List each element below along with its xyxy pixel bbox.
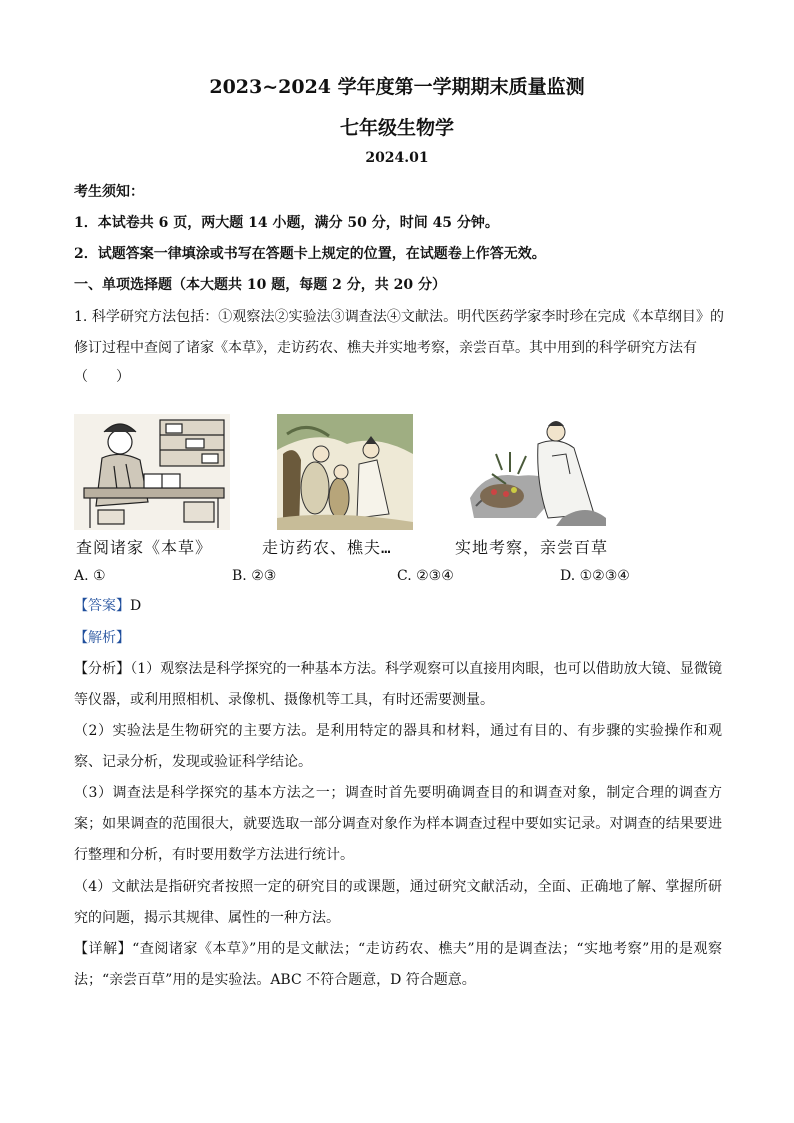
answer-line xyxy=(74,594,141,618)
notice-item-2: 2．试题答案一律填涂或书写在答题卡上规定的位置，在试题卷上作答无效。 xyxy=(74,246,546,262)
analysis-fenxi-label: 【分析】 xyxy=(74,661,131,677)
notice-item-1: 1．本试卷共 6 页，两大题 14 小题，满分 50 分，时间 45 分钟。 xyxy=(74,215,499,231)
analysis-p1-text: （1）观察法是科学探究的一种基本方法。科学观察可以直接用肉眼，也可以借助放大镜、显微镜等仪器，或利用照相机、录像机、摄像机等工具，有时还需要测量。 xyxy=(74,661,723,708)
picture-1-caption: 查阅诸家《本草》 xyxy=(76,538,213,557)
analysis-p1 xyxy=(74,654,722,716)
option-d: D. ①②③④ xyxy=(560,568,630,584)
analysis-label: 【解析】 xyxy=(74,630,130,646)
exam-date: 2024.01 xyxy=(365,150,429,166)
question-1-answer-paren: （ ） xyxy=(74,369,130,385)
detail-label: 【详解】 xyxy=(74,941,133,957)
exam-title: 2023~2024 学年度第一学期期末质量监测 xyxy=(209,76,585,98)
section-heading: 一、单项选择题（本大题共 10 题，每题 2 分，共 20 分） xyxy=(74,277,446,293)
option-a: A. ① xyxy=(74,568,106,584)
analysis-p4: （4）文献法是指研究者按照一定的研究目的或课题，通过研究文献活动，全面、正确地了解、掌握所研究的问题，揭示其规律、属性的一种方法。 xyxy=(74,879,722,926)
answer-value: D xyxy=(130,598,142,614)
analysis-p2: （2）实验法是生物研究的主要方法。是利用特定的器具和材料，通过有目的、有步骤的实验操作和观察、记录分析，发现或验证科学结论。 xyxy=(74,723,722,770)
visiting-farmers-picture xyxy=(277,414,413,530)
tasting-herbs-picture xyxy=(466,414,610,530)
analysis-detail xyxy=(74,934,722,996)
analysis-p3: （3）调查法是科学探究的基本方法之一；调查时首先要明确调查目的和调查对象，制定合理的调查方案；如果调查的范围很大，就要选取一部分调查对象作为样本调查过程中要如实记录。对调查的结果要进行整理和分析，有时要用数学方法进行统计。 xyxy=(74,785,722,863)
option-b: B. ②③ xyxy=(232,568,277,584)
subject-title: 七年级生物学 xyxy=(339,117,454,139)
scholar-reading-picture xyxy=(74,414,230,530)
picture-2-caption: 走访药农、樵夫… xyxy=(262,538,392,557)
notice-heading: 考生须知： xyxy=(74,184,144,200)
option-c: C. ②③④ xyxy=(397,568,454,584)
question-1-text: 1. 科学研究方法包括：①观察法②实验法③调查法④文献法。明代医药学家李时珍在完成《本草纲目》的修订过程中查阅了诸家《本草》，走访药农、樵夫并实地考察，亲尝百草。其中用到的科学研究方法有 xyxy=(74,309,724,356)
answer-label: 【答案】 xyxy=(74,598,130,614)
detail-text: “查阅诸家《本草》”用的是文献法；“走访药农、樵夫”用的是调查法；“实地考察”用的是观察法；“亲尝百草”用的是实验法。ABC 不符合题意，D 符合题意。 xyxy=(74,941,722,988)
picture-3-caption: 实地考察，亲尝百草 xyxy=(455,538,609,557)
